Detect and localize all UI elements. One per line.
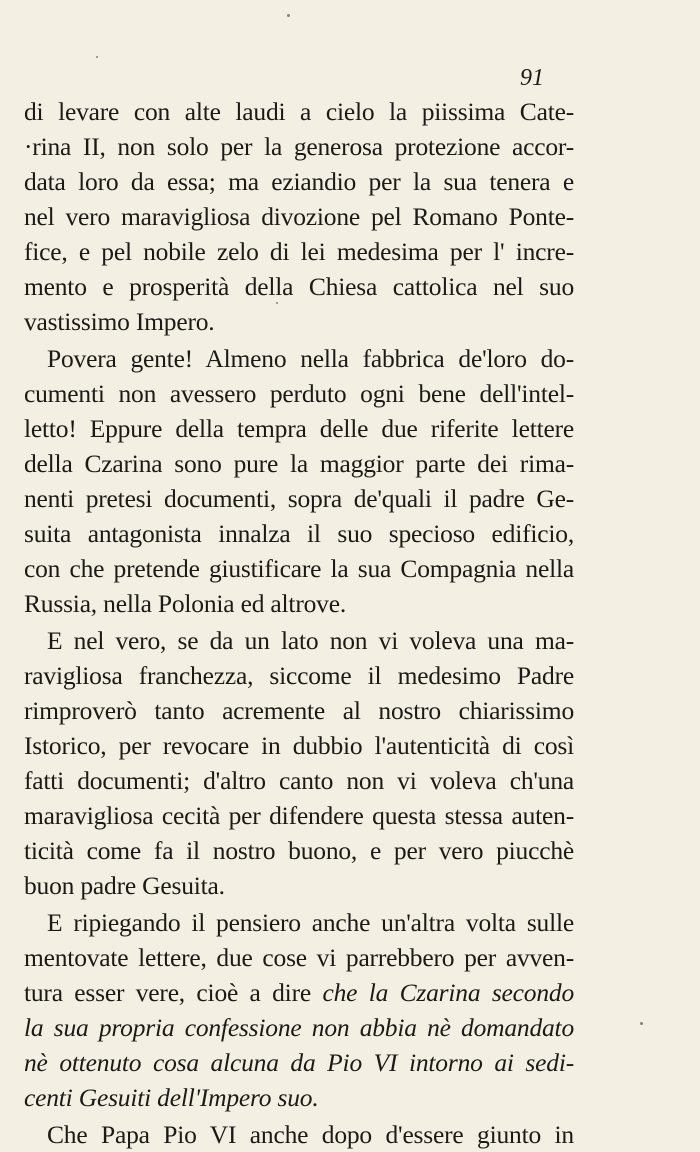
text-line: fice, e pel nobile zelo di lei medesima per l' incre- [24,237,574,266]
paper-speck [640,1022,643,1025]
text-line: Russia, nella Polonia ed altrove. [24,589,346,618]
text-line: E nel vero, se da un lato non vi voleva una ma- [47,626,574,655]
paper-speck [287,14,290,17]
text-line-italic: la sua propria confessione non abbia nè domandato [24,1013,574,1042]
text-line: mento e prosperità della Chiesa cattolica nel suo [24,272,574,301]
paragraph-5 [24,1117,574,1152]
text-line-italic: nè ottenuto cosa alcuna da Pio VI intorno ai sedi- [24,1048,574,1077]
paragraph-1 [24,94,574,339]
text-line: cumenti non avessero perduto ogni bene dell'intel- [24,379,574,408]
text-line: Che Papa Pio VI anche dopo d'essere giunto in [47,1120,574,1149]
text-line: con che pretende giustificare la sua Compagnia nella [24,554,574,583]
text-line: fatti documenti; d'altro canto non vi voleva ch'una [24,766,574,795]
text-line: ·rina II, non solo per la generosa protezione accor- [24,132,574,161]
paper-speck [96,56,98,58]
text-line-italic: centi Gesuiti dell'Impero suo. [24,1083,319,1112]
text-line: ravigliosa franchezza, siccome il medesimo Padre [24,661,574,690]
text-line: letto! Eppure della tempra delle due riferite lettere [24,414,574,443]
text-line: suita antagonista innalza il suo specioso edificio, [24,519,574,548]
text-line: nel vero maravigliosa divozione pel Romano Ponte- [24,202,574,231]
paragraph-3 [24,623,574,903]
text-segment-italic: che la Czarina secondo [322,978,574,1007]
page-number: 91 [520,65,544,91]
text-line: nenti pretesi documenti, sopra de'quali il padre Ge- [24,484,574,513]
text-line: Povera gente! Almeno nella fabbrica de'loro do- [47,344,574,373]
text-line: rimproverò tanto acremente al nostro chiarissimo [24,696,574,725]
body-text [24,94,574,1152]
text-line: della Czarina sono pure la maggior parte dei rima- [24,449,574,478]
text-line: data loro da essa; ma eziandio per la sua tenera e [24,167,574,196]
text-segment-roman: tura esser vere, cioè a dire [24,978,311,1007]
paragraph-4 [24,905,574,1115]
text-line-mixed [24,975,574,1010]
text-line: mentovate lettere, due cose vi parrebbero per avven- [24,943,574,972]
text-line: vastissimo Impero. [24,307,215,336]
text-line: ticità come fa il nostro buono, e per vero piucchè [24,836,574,865]
text-line: di levare con alte laudi a cielo la piissima Cate- [24,97,574,126]
text-line: Istorico, per revocare in dubbio l'autenticità di così [24,731,574,760]
text-line: buon padre Gesuita. [24,871,225,900]
paragraph-2 [24,341,574,621]
text-line: E ripiegando il pensiero anche un'altra volta sulle [47,908,574,937]
text-line: maravigliosa cecità per difendere questa stessa auten- [24,801,574,830]
paper-speck [276,302,278,304]
